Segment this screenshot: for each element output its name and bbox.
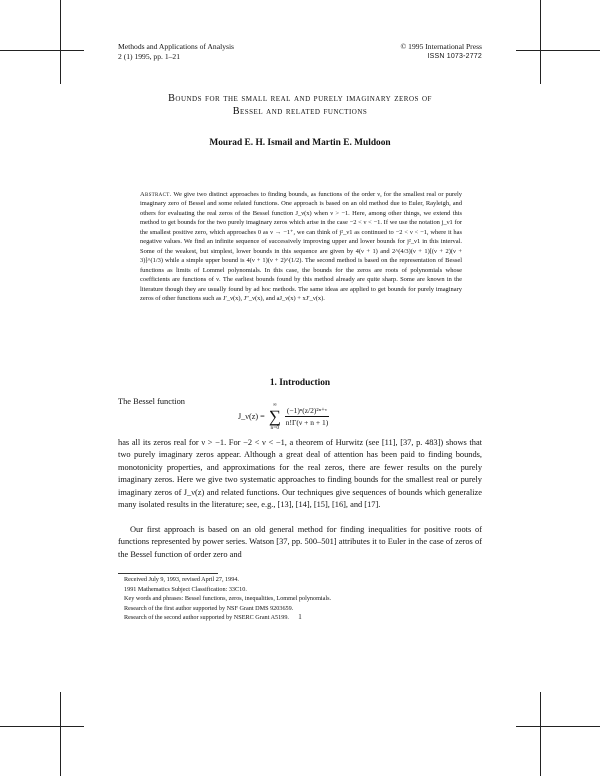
sigma-symbol: ∑ xyxy=(268,407,281,426)
paragraph: has all its zeros real for ν > −1. For −2 < ν < −1, a theorem of Hurwitz (see [11], [37, p. 483]) shows that two purely imaginary zeros appear. Although a great deal of attention has been paid to finding bounds, monotonicity properties, and approximations for the real zeros, there are fewer results on the purely imaginary zeros. Here we give two systematic approaches to finding bounds for the smallest real or purely imaginary zeros of J_ν(z) and related functions. Our techniques give sequences of bounds which generalize many isolated results in the literature; see, e.g., [13], [14], [15], [16], and [17]. xyxy=(118,438,482,510)
footnote: Received July 9, 1993, revised April 27, 1994. xyxy=(124,576,239,583)
copyright-header xyxy=(401,42,482,62)
sum-upper-limit: ∞ xyxy=(272,402,277,408)
footnote: 1991 Mathematics Subject Classification: 33C10. xyxy=(124,585,247,593)
crop-mark xyxy=(516,50,600,51)
summation xyxy=(269,402,281,431)
abstract-text: We give two distinct approaches to finding bounds, as functions of the order ν, for the smallest real or purely imaginary zero of Bessel and some related functions. One approach is based on an old method due to Euler, Rayleigh, and others for evaluating the real zeros of the Bessel function J_ν(x) when ν > −1. Here, among other things, we extend this method to get bounds for the two purely imaginary zeros which arise in the case −2 < ν < −1. If we use the notation j_ν1 for the smallest positive zero, which approaches 0 as ν → −1⁺, we can think of j²_ν1 as continued to −2 < ν < −1, where it has negative values. We find an infinite sequence of successively improving upper and lower bounds for j²_ν1 in this interval. Some of the weakest, but simplest, lower bounds in this sequence are given by 4(ν + 1) and 2^(4/3)(ν + 1)[(ν + 2)(ν + 3)]^(1/3) while a simple upper bound is 4(ν + 1)(ν + 2)^(1/2). The second method is based on the representation of Bessel functions as limits of Lommel polynomials. In this case, the bounds for the zeros are roots of polynomials whose coefficients are functions of ν. The earliest bounds found by this method already are quite sharp. Some are known in the literature though they are usually found by ad hoc methods. The same ideas are applied to get bounds for purely imaginary zeros of other functions such as J′_ν(x), J″_ν(x), and aJ_ν(x) + xJ′_ν(x). xyxy=(140,191,462,302)
journal-name: Methods and Applications of Analysis xyxy=(118,42,235,51)
title-line: Bessel and related functions xyxy=(232,106,368,117)
issn-text: ISSN 1073-2772 xyxy=(427,53,482,60)
crop-mark xyxy=(540,692,541,776)
bessel-series-formula xyxy=(238,402,329,431)
abstract xyxy=(140,190,462,303)
paper-title xyxy=(112,92,488,118)
paragraph: Our first approach is based on an old general method for finding inequalities for positive roots of functions represented by power series. Watson [37, pp. 500–501] attributes it to Euler in the case of zeros of the Bessel function of order zero and xyxy=(118,525,482,559)
crop-mark xyxy=(0,50,84,51)
page-number: 1 xyxy=(298,613,302,621)
crop-mark xyxy=(516,726,600,727)
journal-header xyxy=(118,42,234,62)
crop-mark xyxy=(60,0,61,84)
fraction-denominator: n!Γ(ν + n + 1) xyxy=(285,418,329,427)
crop-mark xyxy=(540,0,541,84)
sum-lower-limit: n=0 xyxy=(270,425,280,431)
section-heading: 1. Introduction xyxy=(269,378,331,388)
footnote: Research of the first author supported by NSF Grant DMS 9203659. xyxy=(124,604,294,612)
copyright-text: © 1995 International Press xyxy=(400,42,482,51)
crop-mark xyxy=(60,692,61,776)
journal-issue: 2 (1) 1995, pp. 1–21 xyxy=(118,52,181,61)
footnote-rule xyxy=(118,573,218,574)
fraction-numerator: (−1)ⁿ(z/2)²ⁿ⁺ᵛ xyxy=(286,406,328,415)
title-line: Bounds for the small real and purely imaginary zeros of xyxy=(168,93,432,104)
abstract-label: Abstract. xyxy=(140,191,172,198)
authors: Mourad E. H. Ismail and Martin E. Muldoon xyxy=(209,138,391,148)
intro-lead: The Bessel function xyxy=(118,397,185,406)
footnote: Research of the second author supported by NSERC Grant A5199. xyxy=(124,614,289,622)
footnote: Key words and phrases: Bessel functions, zeros, inequalities, Lommel polynomials. xyxy=(124,595,332,603)
fraction xyxy=(285,406,329,427)
crop-mark xyxy=(0,726,84,727)
formula-lhs: J_ν(z) = xyxy=(238,412,265,421)
